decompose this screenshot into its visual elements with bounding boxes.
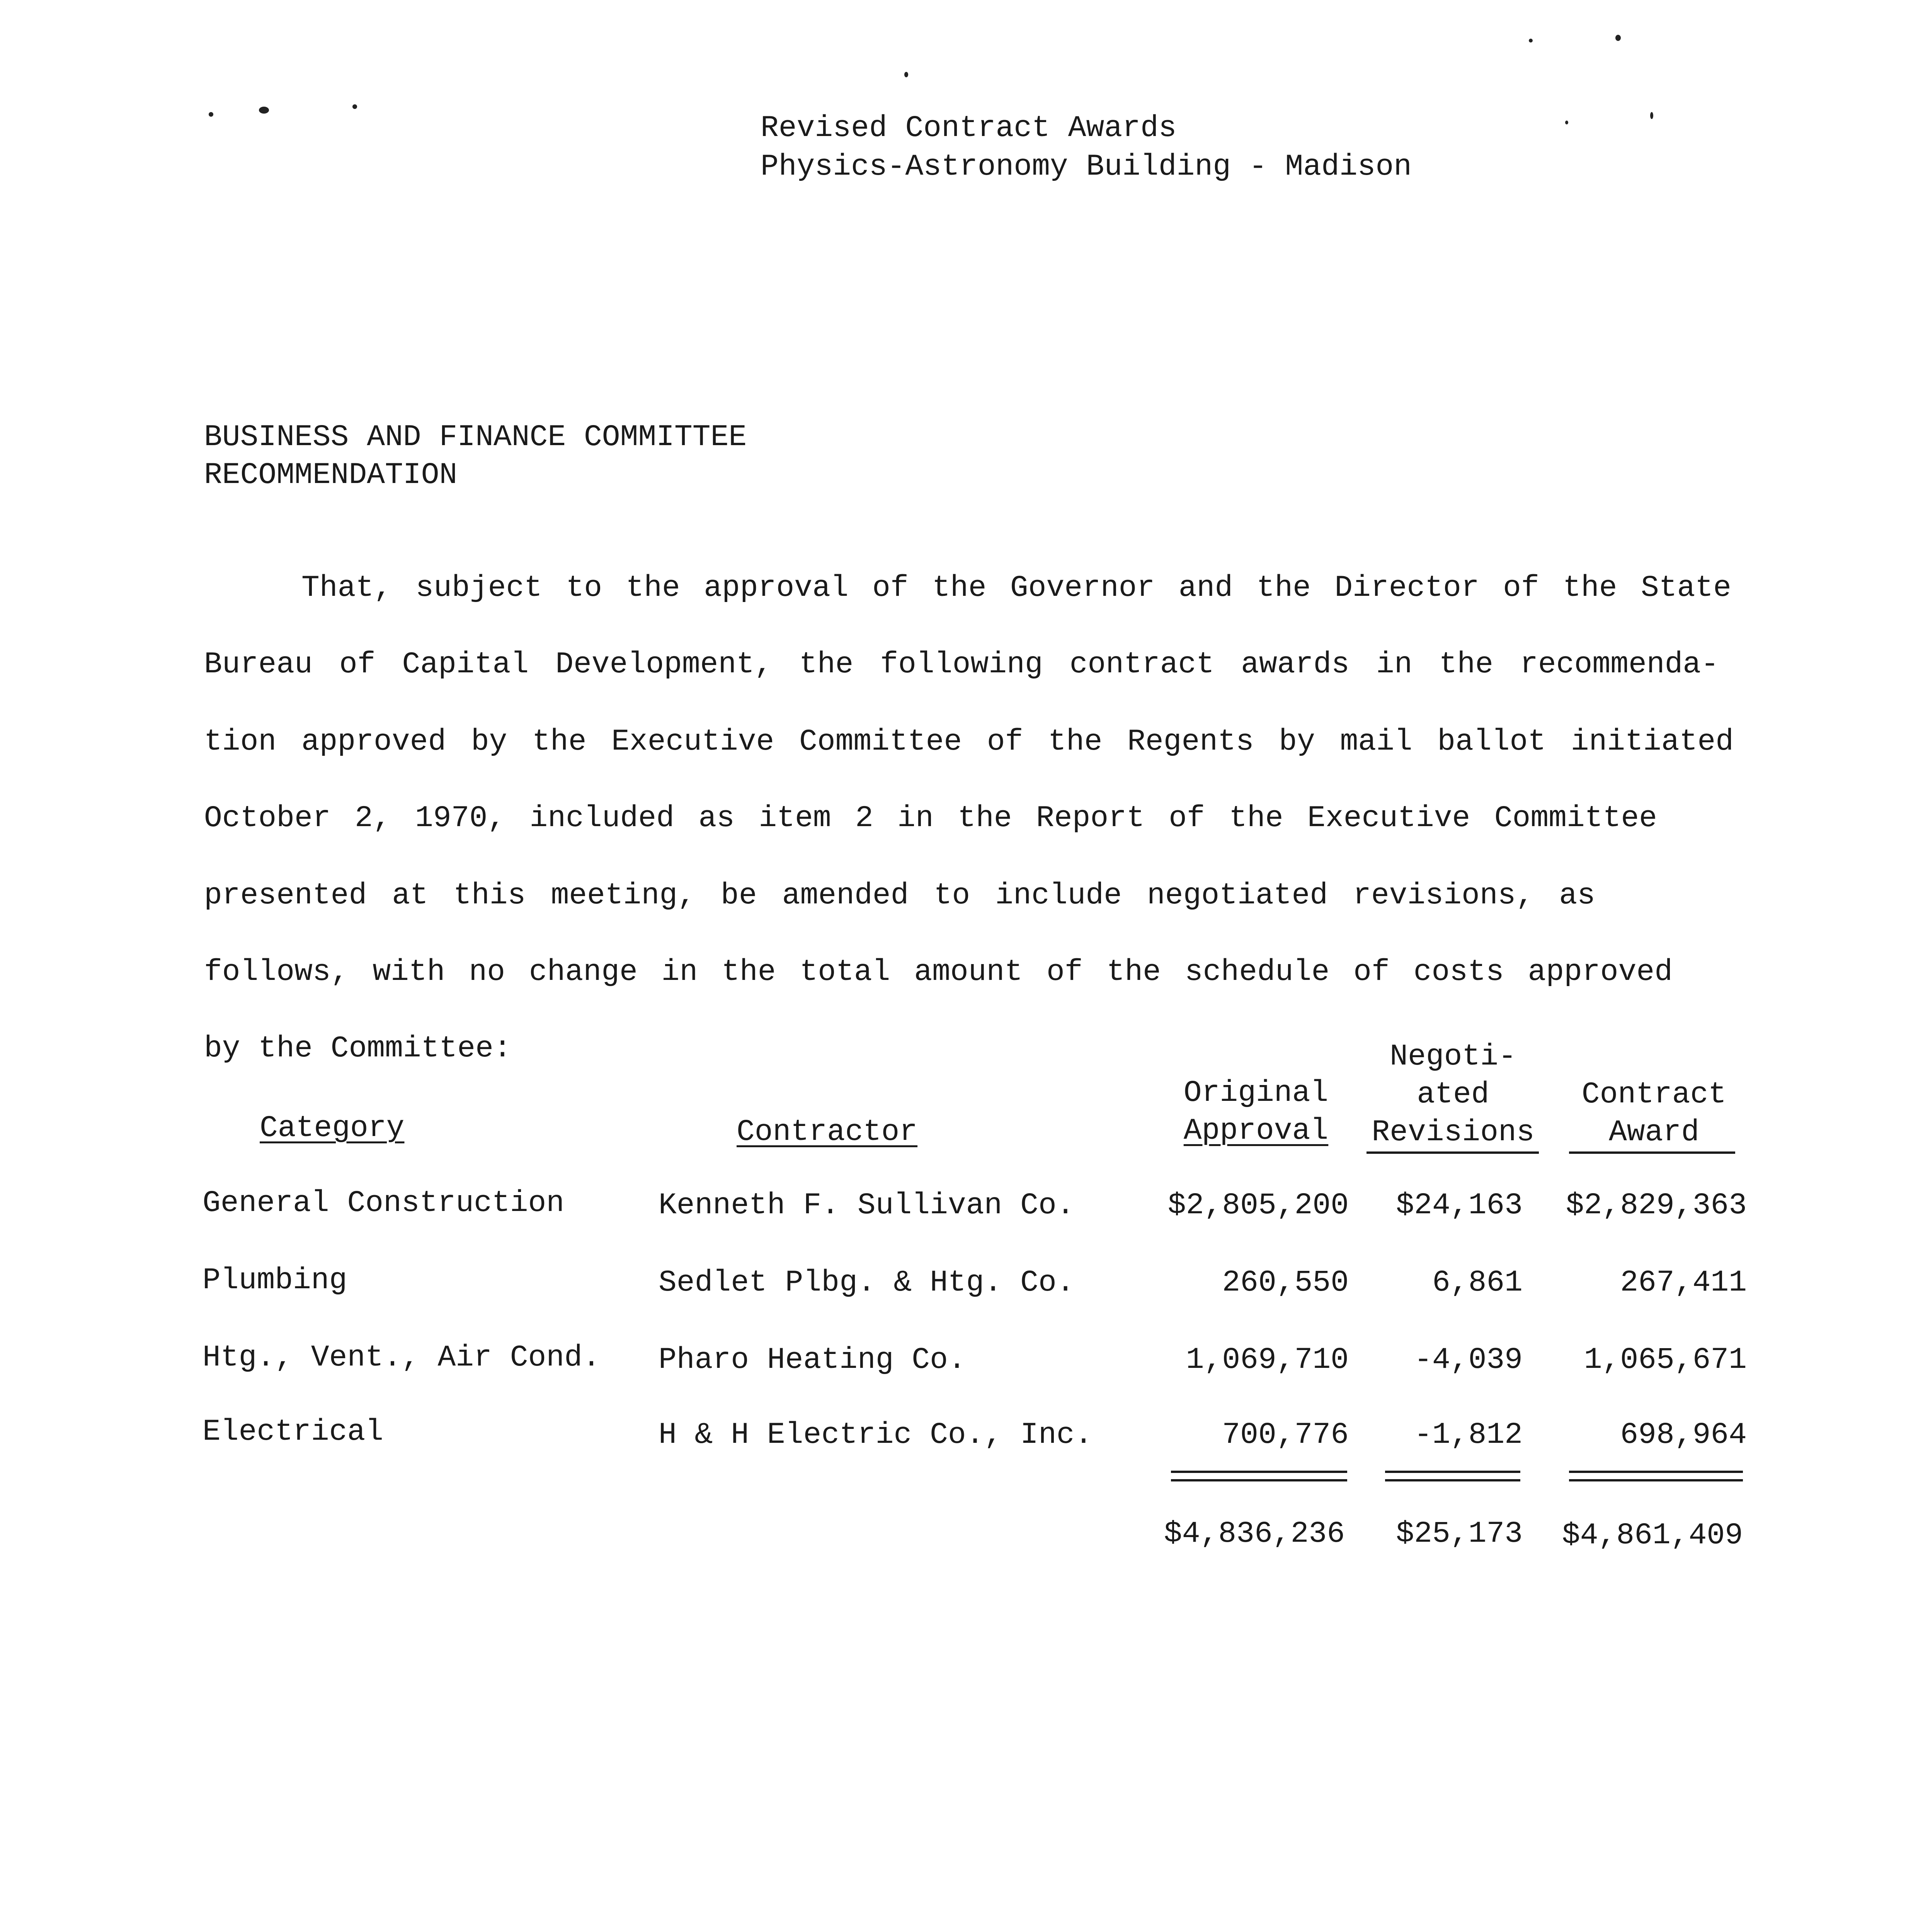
paragraph-line: October 2, 1970, included as item 2 in the Report of the Executive Committee [204, 801, 1657, 835]
row-category: Electrical [203, 1415, 384, 1449]
paragraph-line: tion approved by the Executive Committee of the Regents by mail ballot initiated [204, 725, 1734, 759]
total-rule [1569, 1471, 1743, 1473]
row-award: 698,964 [1620, 1418, 1747, 1452]
row-contractor: H & H Electric Co., Inc. [659, 1418, 1093, 1452]
row-original: 700,776 [1222, 1418, 1349, 1452]
scan-speck [259, 107, 269, 114]
row-revision: -4,039 [1414, 1343, 1523, 1377]
paragraph-line: follows, with no change in the total amount of the schedule of costs approved [204, 955, 1673, 989]
row-original: $2,805,200 [1167, 1189, 1349, 1223]
scan-speck [209, 112, 213, 117]
paragraph-line: by the Committee: [204, 1032, 512, 1066]
row-contractor: Sedlet Plbg. & Htg. Co. [659, 1266, 1075, 1300]
row-contractor: Pharo Heating Co. [659, 1343, 966, 1377]
scan-speck [1565, 121, 1568, 124]
scan-speck [904, 72, 908, 77]
committee-recommendation: RECOMMENDATION [204, 458, 458, 492]
scan-speck [1529, 39, 1533, 43]
column-header-original-line2: Approval [1183, 1114, 1329, 1148]
row-revision: 6,861 [1432, 1266, 1523, 1300]
row-award: $2,829,363 [1566, 1189, 1747, 1223]
column-header-negotiated-line1: Negoti- [1390, 1040, 1516, 1074]
row-original: 1,069,710 [1186, 1343, 1349, 1377]
row-original: 260,550 [1222, 1266, 1349, 1300]
paragraph-line: That, subject to the approval of the Governor and the Director of the State [301, 571, 1731, 605]
row-category: Plumbing [203, 1264, 347, 1298]
total-rule [1171, 1479, 1347, 1481]
document-subtitle: Physics-Astronomy Building - Madison [761, 150, 1412, 184]
total-rule [1171, 1471, 1347, 1473]
paragraph-line: presented at this meeting, be amended to include negotiated revisions, as [204, 879, 1595, 913]
scan-speck [1615, 35, 1621, 41]
paragraph-line: Bureau of Capital Development, the following contract awards in the recommenda- [204, 648, 1719, 682]
scan-speck [1650, 112, 1653, 119]
column-header-negotiated-line3: Revisions [1372, 1116, 1535, 1150]
column-header-category: Category [260, 1111, 405, 1145]
scan-speck [352, 104, 357, 109]
row-revision: $24,163 [1396, 1189, 1523, 1223]
row-award: 267,411 [1620, 1266, 1747, 1300]
column-header-original-line1: Original [1183, 1076, 1329, 1110]
document-title: Revised Contract Awards [761, 111, 1177, 145]
row-category: General Construction [203, 1186, 565, 1220]
total-rule [1385, 1471, 1520, 1473]
column-header-award-line1: Contract [1581, 1078, 1727, 1112]
row-revision: -1,812 [1414, 1418, 1523, 1452]
total-original: $4,836,236 [1164, 1517, 1345, 1551]
header-rule [1569, 1151, 1735, 1154]
column-header-negotiated-line2: ated [1417, 1078, 1489, 1112]
header-rule [1367, 1151, 1539, 1154]
column-header-award-line2: Award [1608, 1116, 1700, 1150]
total-rule [1385, 1479, 1520, 1481]
total-rule [1569, 1479, 1743, 1481]
total-revision: $25,173 [1396, 1517, 1523, 1551]
row-contractor: Kenneth F. Sullivan Co. [659, 1189, 1075, 1223]
row-category: Htg., Vent., Air Cond. [203, 1341, 601, 1375]
total-award: $4,861,409 [1562, 1519, 1743, 1553]
column-header-contractor: Contractor [737, 1115, 918, 1149]
committee-name: BUSINESS AND FINANCE COMMITTEE [204, 420, 747, 454]
row-award: 1,065,671 [1584, 1343, 1747, 1377]
